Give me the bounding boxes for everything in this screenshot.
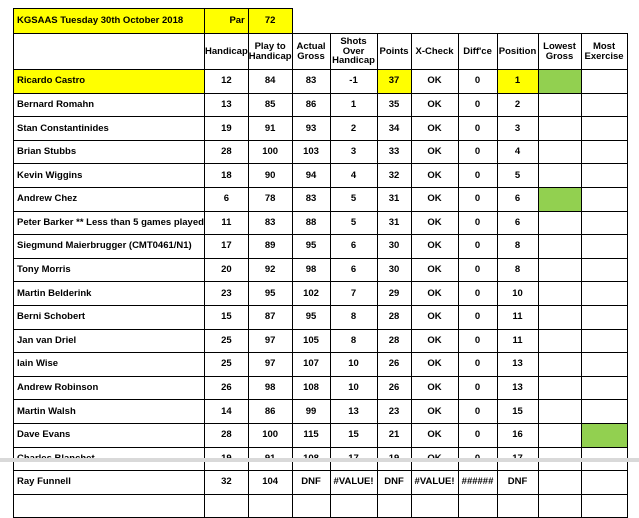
play-to-handicap-cell: 86 — [248, 400, 292, 424]
header-position: Position — [497, 34, 538, 70]
player-name-cell: Martin Belderink — [14, 282, 205, 306]
table-row — [14, 93, 628, 117]
player-name-cell: Jan van Driel — [14, 329, 205, 353]
empty-cell — [248, 494, 292, 518]
lowest-gross-cell — [538, 471, 581, 495]
empty-cell — [292, 494, 330, 518]
empty-cell — [411, 494, 458, 518]
x-check-cell: OK — [411, 376, 458, 400]
difference-cell: 0 — [458, 423, 497, 447]
play-to-handicap-cell: 100 — [248, 140, 292, 164]
play-to-handicap-cell: 84 — [248, 70, 292, 94]
x-check-cell: OK — [411, 140, 458, 164]
handicap-cell: 28 — [205, 423, 249, 447]
difference-cell: 0 — [458, 305, 497, 329]
play-to-handicap-cell: 89 — [248, 235, 292, 259]
par-value: 72 — [248, 9, 292, 34]
difference-cell: 0 — [458, 282, 497, 306]
play-to-handicap-cell: 104 — [248, 471, 292, 495]
empty-cell — [497, 494, 538, 518]
actual-gross-cell: 83 — [292, 187, 330, 211]
player-name-cell: Andrew Robinson — [14, 376, 205, 400]
empty-cell — [14, 494, 205, 518]
x-check-cell: OK — [411, 305, 458, 329]
difference-cell: 0 — [458, 353, 497, 377]
table-row — [14, 282, 628, 306]
play-to-handicap-cell: 100 — [248, 423, 292, 447]
points-cell: 33 — [377, 140, 411, 164]
actual-gross-cell: 108 — [292, 376, 330, 400]
handicap-cell: 14 — [205, 400, 249, 424]
table-row — [14, 353, 628, 377]
lowest-gross-cell — [538, 164, 581, 188]
handicap-cell: 11 — [205, 211, 249, 235]
actual-gross-cell: 93 — [292, 117, 330, 141]
points-cell: DNF — [377, 471, 411, 495]
empty-cell — [538, 494, 581, 518]
empty-cell — [377, 494, 411, 518]
x-check-cell: OK — [411, 164, 458, 188]
points-cell: 31 — [377, 187, 411, 211]
title-row — [14, 9, 628, 34]
lowest-gross-cell — [538, 423, 581, 447]
points-cell: 30 — [377, 258, 411, 282]
shots-over-handicap-cell: 10 — [330, 353, 377, 377]
most-exercise-cell — [581, 376, 627, 400]
table-row — [14, 117, 628, 141]
position-cell: 6 — [497, 187, 538, 211]
x-check-cell: OK — [411, 235, 458, 259]
table-row — [14, 258, 628, 282]
difference-cell: 0 — [458, 211, 497, 235]
position-cell: 15 — [497, 400, 538, 424]
shots-over-handicap-cell: 5 — [330, 187, 377, 211]
most-exercise-cell — [581, 353, 627, 377]
lowest-gross-cell — [538, 187, 581, 211]
player-name-cell: Siegmund Maierbrugger (CMT0461/N1) — [14, 235, 205, 259]
difference-cell: 0 — [458, 400, 497, 424]
points-cell: 28 — [377, 329, 411, 353]
shots-over-handicap-cell: 5 — [330, 211, 377, 235]
lowest-gross-cell — [538, 329, 581, 353]
x-check-cell: #VALUE! — [411, 471, 458, 495]
position-cell: 16 — [497, 423, 538, 447]
handicap-cell: 32 — [205, 471, 249, 495]
table-row — [14, 235, 628, 259]
player-name-cell: Andrew Chez — [14, 187, 205, 211]
par-label: Par — [205, 9, 249, 34]
shots-over-handicap-cell: 7 — [330, 282, 377, 306]
actual-gross-cell: 102 — [292, 282, 330, 306]
shots-over-handicap-cell: #VALUE! — [330, 471, 377, 495]
table-row — [14, 423, 628, 447]
x-check-cell: OK — [411, 258, 458, 282]
x-check-cell: OK — [411, 329, 458, 353]
x-check-cell: OK — [411, 117, 458, 141]
most-exercise-cell — [581, 400, 627, 424]
difference-cell: 0 — [458, 117, 497, 141]
position-cell: 3 — [497, 117, 538, 141]
player-name-cell: Brian Stubbs — [14, 140, 205, 164]
lowest-gross-cell — [538, 376, 581, 400]
player-name-cell: Ray Funnell — [14, 471, 205, 495]
player-name-cell: Berni Schobert — [14, 305, 205, 329]
position-cell: 13 — [497, 353, 538, 377]
header-actual-gross: Actual Gross — [292, 34, 330, 70]
difference-cell: 0 — [458, 235, 497, 259]
handicap-cell: 28 — [205, 140, 249, 164]
play-to-handicap-cell: 87 — [248, 305, 292, 329]
shots-over-handicap-cell: 8 — [330, 305, 377, 329]
position-cell: 8 — [497, 235, 538, 259]
actual-gross-cell: 98 — [292, 258, 330, 282]
lowest-gross-cell — [538, 211, 581, 235]
player-name-cell: Martin Walsh — [14, 400, 205, 424]
handicap-cell: 12 — [205, 70, 249, 94]
empty-cell — [330, 494, 377, 518]
play-to-handicap-cell: 92 — [248, 258, 292, 282]
play-to-handicap-cell: 78 — [248, 187, 292, 211]
header-play-to-handicap: Play to Handicap — [248, 34, 292, 70]
play-to-handicap-cell: 98 — [248, 376, 292, 400]
handicap-cell: 20 — [205, 258, 249, 282]
most-exercise-cell — [581, 140, 627, 164]
most-exercise-cell — [581, 282, 627, 306]
handicap-cell: 17 — [205, 235, 249, 259]
x-check-cell: OK — [411, 282, 458, 306]
actual-gross-cell: 105 — [292, 329, 330, 353]
shots-over-handicap-cell: 10 — [330, 376, 377, 400]
x-check-cell: OK — [411, 423, 458, 447]
actual-gross-cell: 95 — [292, 305, 330, 329]
header-handicap: Handicap — [205, 34, 249, 70]
player-name-cell: Ricardo Castro — [14, 70, 205, 94]
table-row — [14, 329, 628, 353]
points-cell: 26 — [377, 376, 411, 400]
most-exercise-cell — [581, 93, 627, 117]
actual-gross-cell: 95 — [292, 235, 330, 259]
shots-over-handicap-cell: -1 — [330, 70, 377, 94]
handicap-cell: 25 — [205, 353, 249, 377]
player-name-cell: Peter Barker ** Less than 5 games played — [14, 211, 205, 235]
handicap-cell: 13 — [205, 93, 249, 117]
bottom-edge — [0, 458, 639, 462]
results-table — [13, 8, 628, 518]
position-cell: 6 — [497, 211, 538, 235]
actual-gross-cell: 107 — [292, 353, 330, 377]
lowest-gross-cell — [538, 400, 581, 424]
actual-gross-cell: DNF — [292, 471, 330, 495]
play-to-handicap-cell: 95 — [248, 282, 292, 306]
position-cell: 8 — [497, 258, 538, 282]
shots-over-handicap-cell: 3 — [330, 140, 377, 164]
shots-over-handicap-cell: 6 — [330, 258, 377, 282]
results-sheet — [13, 8, 628, 518]
most-exercise-cell — [581, 258, 627, 282]
table-row — [14, 471, 628, 495]
position-cell: 1 — [497, 70, 538, 94]
position-cell: 5 — [497, 164, 538, 188]
lowest-gross-cell — [538, 258, 581, 282]
actual-gross-cell: 86 — [292, 93, 330, 117]
table-row — [14, 164, 628, 188]
difference-cell: 0 — [458, 164, 497, 188]
header-lowest-gross: Lowest Gross — [538, 34, 581, 70]
handicap-cell: 26 — [205, 376, 249, 400]
table-row — [14, 211, 628, 235]
lowest-gross-cell — [538, 305, 581, 329]
play-to-handicap-cell: 90 — [248, 164, 292, 188]
lowest-gross-cell — [538, 140, 581, 164]
shots-over-handicap-cell: 6 — [330, 235, 377, 259]
most-exercise-cell — [581, 235, 627, 259]
lowest-gross-cell — [538, 93, 581, 117]
x-check-cell: OK — [411, 93, 458, 117]
difference-cell: 0 — [458, 70, 497, 94]
shots-over-handicap-cell: 8 — [330, 329, 377, 353]
points-cell: 32 — [377, 164, 411, 188]
header-x-check: X-Check — [411, 34, 458, 70]
header-name-blank — [14, 34, 205, 70]
player-name-cell: Kevin Wiggins — [14, 164, 205, 188]
table-row — [14, 70, 628, 94]
actual-gross-cell: 88 — [292, 211, 330, 235]
empty-cell — [458, 494, 497, 518]
header-shots-over-handicap: Shots Over Handicap — [330, 34, 377, 70]
points-cell: 31 — [377, 211, 411, 235]
lowest-gross-cell — [538, 117, 581, 141]
lowest-gross-cell — [538, 353, 581, 377]
table-row — [14, 187, 628, 211]
points-cell: 23 — [377, 400, 411, 424]
position-cell: 11 — [497, 305, 538, 329]
most-exercise-cell — [581, 423, 627, 447]
empty-cell — [205, 494, 249, 518]
table-row — [14, 376, 628, 400]
table-row — [14, 400, 628, 424]
lowest-gross-cell — [538, 70, 581, 94]
actual-gross-cell: 99 — [292, 400, 330, 424]
most-exercise-cell — [581, 164, 627, 188]
handicap-cell: 23 — [205, 282, 249, 306]
difference-cell: 0 — [458, 258, 497, 282]
most-exercise-cell — [581, 117, 627, 141]
x-check-cell: OK — [411, 187, 458, 211]
header-most-exercise: Most Exercise — [581, 34, 627, 70]
points-cell: 21 — [377, 423, 411, 447]
position-cell: 13 — [497, 376, 538, 400]
position-cell: 11 — [497, 329, 538, 353]
points-cell: 30 — [377, 235, 411, 259]
shots-over-handicap-cell: 2 — [330, 117, 377, 141]
play-to-handicap-cell: 85 — [248, 93, 292, 117]
position-cell: 10 — [497, 282, 538, 306]
x-check-cell: OK — [411, 353, 458, 377]
points-cell: 37 — [377, 70, 411, 94]
header-difference: Diff'ce — [458, 34, 497, 70]
lowest-gross-cell — [538, 282, 581, 306]
position-cell: DNF — [497, 471, 538, 495]
difference-cell: 0 — [458, 329, 497, 353]
x-check-cell: OK — [411, 211, 458, 235]
player-name-cell: Bernard Romahn — [14, 93, 205, 117]
shots-over-handicap-cell: 13 — [330, 400, 377, 424]
actual-gross-cell: 115 — [292, 423, 330, 447]
most-exercise-cell — [581, 187, 627, 211]
play-to-handicap-cell: 83 — [248, 211, 292, 235]
position-cell: 4 — [497, 140, 538, 164]
points-cell: 35 — [377, 93, 411, 117]
x-check-cell: OK — [411, 70, 458, 94]
position-cell: 2 — [497, 93, 538, 117]
points-cell: 29 — [377, 282, 411, 306]
handicap-cell: 6 — [205, 187, 249, 211]
handicap-cell: 18 — [205, 164, 249, 188]
header-row — [14, 34, 628, 70]
player-name-cell: Dave Evans — [14, 423, 205, 447]
player-name-cell: Iain Wise — [14, 353, 205, 377]
player-name-cell: Stan Constantinides — [14, 117, 205, 141]
points-cell: 28 — [377, 305, 411, 329]
player-name-cell: Tony Morris — [14, 258, 205, 282]
play-to-handicap-cell: 97 — [248, 329, 292, 353]
most-exercise-cell — [581, 211, 627, 235]
difference-cell: 0 — [458, 140, 497, 164]
actual-gross-cell: 94 — [292, 164, 330, 188]
actual-gross-cell: 103 — [292, 140, 330, 164]
points-cell: 34 — [377, 117, 411, 141]
difference-cell: 0 — [458, 376, 497, 400]
header-points: Points — [377, 34, 411, 70]
most-exercise-cell — [581, 471, 627, 495]
shots-over-handicap-cell: 15 — [330, 423, 377, 447]
difference-cell: 0 — [458, 187, 497, 211]
shots-over-handicap-cell: 1 — [330, 93, 377, 117]
x-check-cell: OK — [411, 400, 458, 424]
most-exercise-cell — [581, 70, 627, 94]
play-to-handicap-cell: 91 — [248, 117, 292, 141]
shots-over-handicap-cell: 4 — [330, 164, 377, 188]
table-row — [14, 305, 628, 329]
most-exercise-cell — [581, 305, 627, 329]
sheet-title: KGSAAS Tuesday 30th October 2018 — [14, 9, 205, 34]
handicap-cell: 15 — [205, 305, 249, 329]
handicap-cell: 25 — [205, 329, 249, 353]
most-exercise-cell — [581, 329, 627, 353]
empty-row — [14, 494, 628, 518]
lowest-gross-cell — [538, 235, 581, 259]
empty-cell — [581, 494, 627, 518]
points-cell: 26 — [377, 353, 411, 377]
table-row — [14, 140, 628, 164]
actual-gross-cell: 83 — [292, 70, 330, 94]
difference-cell: ###### — [458, 471, 497, 495]
handicap-cell: 19 — [205, 117, 249, 141]
play-to-handicap-cell: 97 — [248, 353, 292, 377]
difference-cell: 0 — [458, 93, 497, 117]
